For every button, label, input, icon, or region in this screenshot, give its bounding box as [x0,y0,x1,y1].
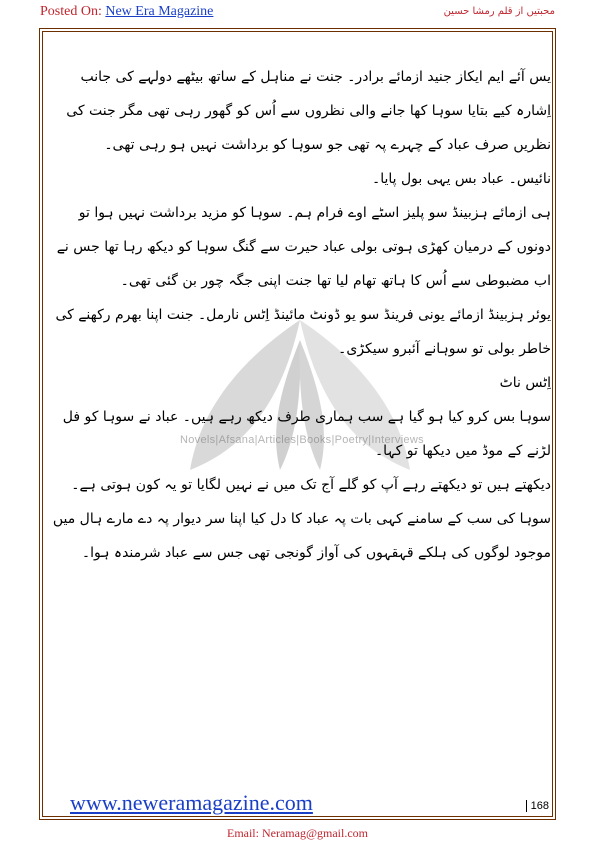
page-number: 168 [526,800,549,812]
watermark-text: Novels|Afsana|Articles|Books|Poetry|Interviews [180,434,424,446]
paragraph: ہی ازمائے ہزبینڈ سو پلیز اسٹے اوے فرام ہم۔ سوہا کو مزید برداشت نہیں ہوا تو دونوں کے درمیان کھڑی ہوتی بولی عباد حیرت سے گنگ سوہا کو دیکھ رہا تھا جس نے اب مضبوطی سے اُس کا ہاتھ تھام لیا تھا جنت اپنی جگہ چور بن گئی تھی۔ [56,205,551,289]
paragraph: اِٹس ناٹ [499,375,551,391]
author-credit: محبتیں از قلم رمشا حسین [443,6,555,17]
page-header [40,4,555,26]
paragraph: نائیس۔ عباد بس یہی بول پایا۔ [371,171,551,187]
story-text [44,60,551,570]
posted-on-line [40,4,213,20]
paragraph: سوہا بس کرو کیا ہو گیا ہے سب ہماری طرف دیکھ رہے ہیں۔ عباد نے سوہا کو فل لڑنے کے موڈ میں دیکھا تو کہا۔ [62,409,551,459]
paragraph: یوئر ہزبینڈ ازمائے یونی فرینڈ سو یو ڈونٹ مائینڈ اِٹس نارمل۔ جنت اپنا بھرم رکھنے کی خاطر بولی تو سوہانے آئبرو سیکڑی۔ [55,307,551,357]
paragraph: یس آئے ایم ایکاز جنید ازمائے برادر۔ جنت نے مناہل کے ساتھ بیٹھے دولہے کی جانب اِشارہ کیے بتایا سوہا کھا جانے والی نظروں سے اُس کو گھور رہی تھی مگر جنت کی نظریں صرف عباد کے چہرے پہ تھی جو سوہا کو برداشت نہیں ہو رہی تھی۔ [66,69,551,153]
email-line: Email: Neramag@gmail.com [226,826,368,840]
paragraph: دیکھتے ہیں تو دیکھتے رہے آپ کو گلے آج تک میں نے نہیں لگایا تو یہ کون ہوتی ہے۔ سوہا کی سب کے سامنے کہی بات پہ عباد کا دل کیا اپنا سر دیوار پہ دے مارے ہال میں موجود لوگوں کی ہلکے قہقہوں کی آواز گونجی تھی جس سے عباد شرمندہ ہوا۔ [52,477,551,561]
magazine-link[interactable]: New Era Magazine [105,4,214,19]
website-link[interactable]: www.neweramagazine.com [70,790,313,815]
posted-label: Posted On: [40,4,102,19]
